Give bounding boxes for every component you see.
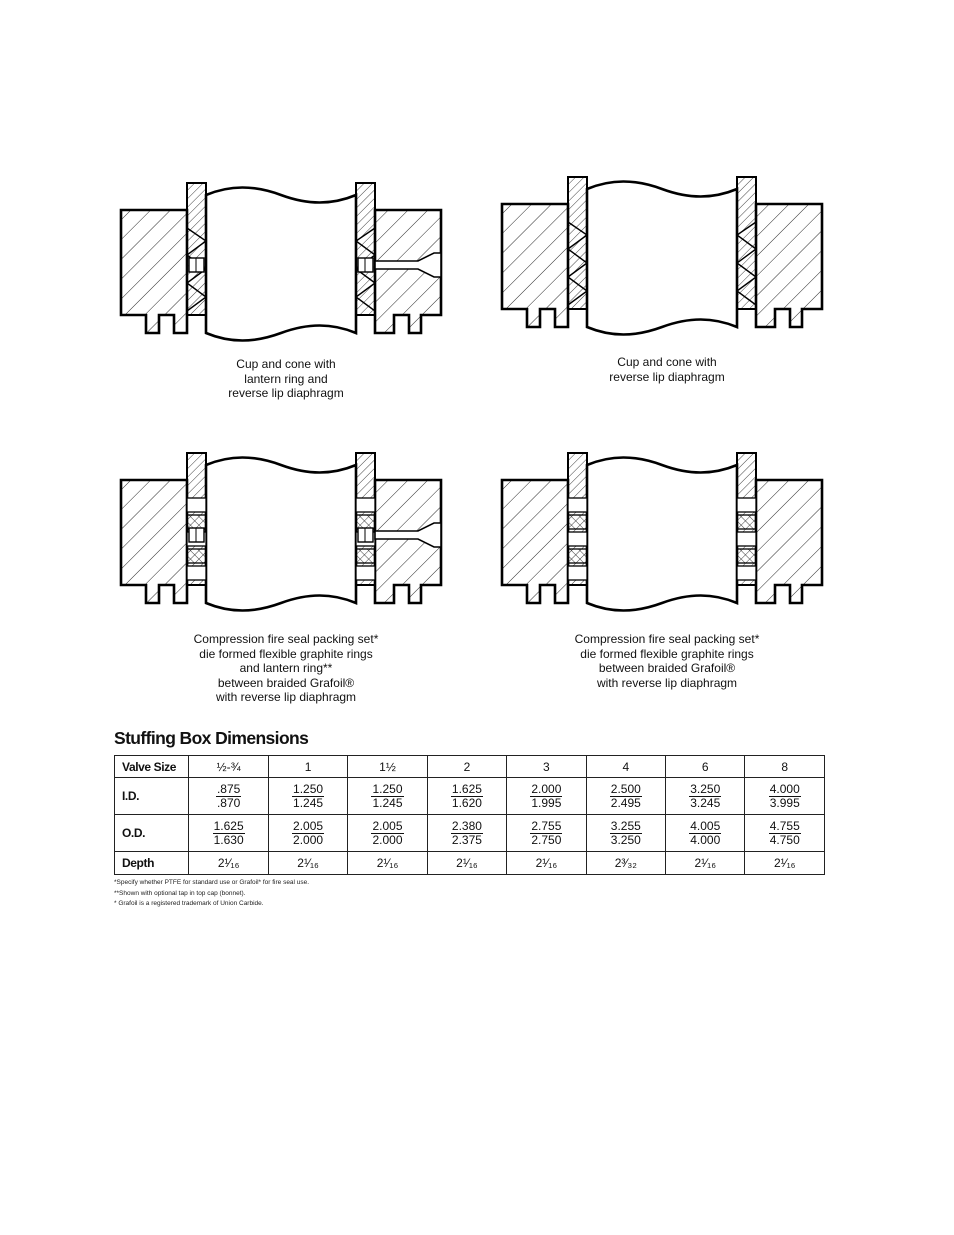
lower-limit: 2.000 [293, 832, 324, 847]
lower-limit: .870 [216, 795, 241, 810]
size-cell: 6 [666, 756, 745, 778]
size-cell: 3 [507, 756, 586, 778]
id-row-label: I.D. [115, 778, 189, 815]
caption-fig3 [166, 632, 406, 705]
diagram-cup-cone [502, 177, 822, 335]
id-cell [348, 778, 427, 815]
upper-limit: 2.000 [531, 781, 562, 796]
lower-limit: 1.245 [372, 795, 403, 810]
tolerance-pair [530, 820, 562, 847]
caption-line: between braided Grafoil® [217, 675, 355, 690]
size-cell: ½-¾ [189, 756, 268, 778]
caption-line: Compression fire seal packing set* [193, 632, 379, 646]
tolerance-pair [769, 783, 801, 810]
upper-limit: 1.625 [213, 818, 244, 833]
upper-limit: 3.250 [690, 781, 721, 796]
footnote: *Specify whether PTFE for standard use or Grafoil* for fire seal use. [114, 879, 310, 886]
upper-limit: 2.755 [531, 818, 562, 833]
depth-cell: 2¹⁄₁₆ [189, 852, 268, 875]
lower-limit: 2.000 [372, 832, 403, 847]
tolerance-pair [451, 783, 483, 810]
caption-fig2 [567, 355, 767, 384]
upper-limit: 2.005 [293, 818, 324, 833]
od-cell [427, 815, 506, 852]
tolerance-pair [610, 783, 642, 810]
depth-cell: 2¹⁄₁₆ [427, 852, 506, 875]
caption-line: with reverse lip diaphragm [215, 690, 357, 704]
caption-line: with reverse lip diaphragm [596, 675, 738, 690]
table-title: Stuffing Box Dimensions [114, 728, 309, 748]
od-cell [666, 815, 745, 852]
lower-limit: 1.630 [213, 832, 244, 847]
table-row [115, 815, 825, 852]
depth-cell: 2¹⁄₁₆ [507, 852, 586, 875]
lower-limit: 2.375 [451, 832, 482, 847]
upper-limit: 4.005 [690, 818, 721, 833]
lower-limit: 4.000 [690, 832, 721, 847]
upper-limit: 1.250 [372, 781, 403, 796]
id-cell [427, 778, 506, 815]
tolerance-pair [371, 820, 403, 847]
tolerance-pair [769, 820, 801, 847]
od-row-label: O.D. [115, 815, 189, 852]
footnotes [114, 878, 309, 910]
upper-limit: 3.255 [610, 818, 641, 833]
caption-line: and lantern ring** [239, 661, 333, 675]
table-row [115, 778, 825, 815]
id-cell [586, 778, 665, 815]
od-cell [348, 815, 427, 852]
depth-cell: 2¹⁄₁₆ [268, 852, 347, 875]
stuffing-box-table [114, 755, 825, 875]
id-cell [189, 778, 268, 815]
upper-limit: 1.625 [451, 781, 482, 796]
upper-limit: 4.755 [769, 818, 800, 833]
lower-limit: 1.995 [531, 795, 562, 810]
diagram-compression-lantern [121, 453, 441, 611]
depth-cell: 2¹⁄₁₆ [666, 852, 745, 875]
id-cell [666, 778, 745, 815]
depth-cell: 2³⁄₃₂ [586, 852, 665, 875]
tolerance-pair [292, 783, 324, 810]
tolerance-pair [689, 820, 721, 847]
od-cell [745, 815, 825, 852]
footnote: * Grafoil is a registered trademark of Union Carbide. [114, 900, 264, 907]
tolerance-pair [689, 783, 721, 810]
size-cell: 8 [745, 756, 825, 778]
diagram-cup-cone-lantern [121, 183, 441, 341]
caption-fig4 [542, 632, 792, 690]
footnote: **Shown with optional tap in top cap (bonnet). [114, 889, 246, 897]
depth-row-label: Depth [115, 852, 189, 875]
depth-cell: 2¹⁄₁₆ [745, 852, 825, 875]
caption-line: Cup and cone with [236, 357, 336, 371]
depth-cell: 2¹⁄₁₆ [348, 852, 427, 875]
valve-size-header: Valve Size [115, 756, 189, 778]
size-cell: 1 [268, 756, 347, 778]
size-cell: 1½ [348, 756, 427, 778]
caption-fig1 [186, 357, 386, 401]
lower-limit: 1.620 [451, 795, 482, 810]
table-row [115, 756, 825, 778]
upper-limit: .875 [216, 781, 241, 796]
diagram-compression [502, 453, 822, 611]
lower-limit: 3.245 [690, 795, 721, 810]
upper-limit: 1.250 [293, 781, 324, 796]
size-cell: 4 [586, 756, 665, 778]
upper-limit: 2.380 [451, 818, 482, 833]
od-cell [268, 815, 347, 852]
od-cell [507, 815, 586, 852]
id-cell [268, 778, 347, 815]
id-cell [507, 778, 586, 815]
caption-line: between braided Grafoil® [598, 661, 736, 675]
caption-line: reverse lip diaphragm [228, 386, 344, 400]
caption-line: Cup and cone with [617, 355, 717, 369]
table-row [115, 852, 825, 875]
upper-limit: 2.005 [372, 818, 403, 833]
upper-limit: 2.500 [610, 781, 641, 796]
caption-line: die formed flexible graphite rings [199, 646, 373, 661]
lower-limit: 2.750 [531, 832, 562, 847]
upper-limit: 4.000 [769, 781, 800, 796]
size-cell: 2 [427, 756, 506, 778]
caption-line: die formed flexible graphite rings [580, 646, 754, 661]
od-cell [586, 815, 665, 852]
lower-limit: 1.245 [293, 795, 324, 810]
tolerance-pair [292, 820, 324, 847]
caption-line: Compression fire seal packing set* [574, 632, 760, 646]
lower-limit: 3.250 [610, 832, 641, 847]
tolerance-pair [371, 783, 403, 810]
od-cell [189, 815, 268, 852]
tolerance-pair [213, 820, 245, 847]
lower-limit: 4.750 [769, 832, 800, 847]
tolerance-pair [216, 783, 241, 810]
caption-line: reverse lip diaphragm [609, 369, 725, 384]
lower-limit: 2.495 [610, 795, 641, 810]
id-cell [745, 778, 825, 815]
caption-line: lantern ring and [244, 371, 328, 386]
lower-limit: 3.995 [769, 795, 800, 810]
tolerance-pair [530, 783, 562, 810]
tolerance-pair [610, 820, 642, 847]
tolerance-pair [451, 820, 483, 847]
